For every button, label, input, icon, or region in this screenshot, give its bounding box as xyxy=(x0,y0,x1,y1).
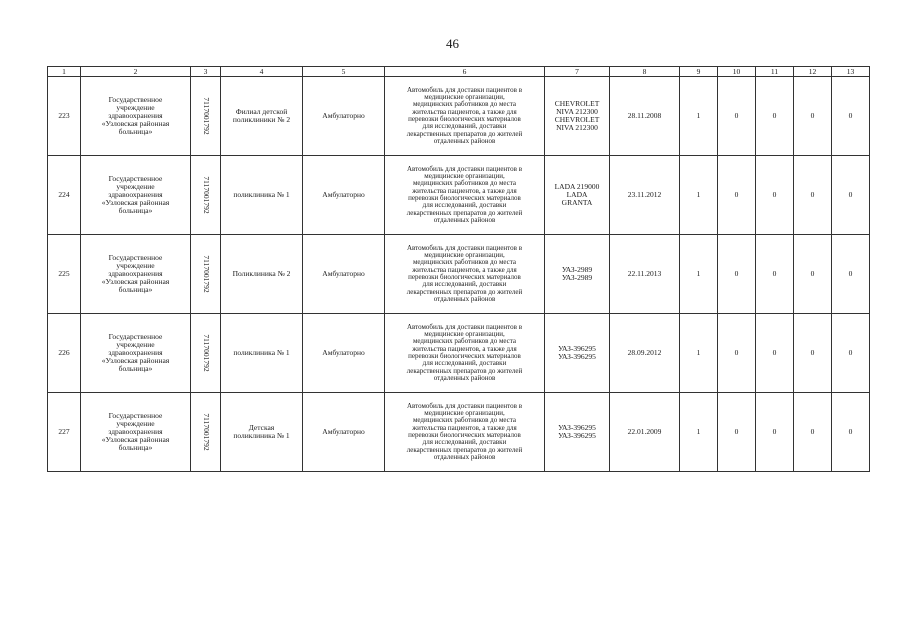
organization-name-line: учреждение xyxy=(116,340,155,350)
row-number: 226 xyxy=(48,314,81,393)
registration-date: 22.01.2009 xyxy=(610,393,680,472)
vehicle-purpose-line: жительства пациентов, а также для xyxy=(412,423,517,432)
care-type: Амбулаторно xyxy=(303,77,385,156)
vehicle-purpose-line: медицинских работников до места xyxy=(412,337,517,346)
organization-name-line: «Узловская районная xyxy=(101,276,170,286)
organization-name-line: учреждение xyxy=(116,103,155,113)
organization-name-line: «Узловская районная xyxy=(101,434,170,444)
organization-name-line: больница» xyxy=(118,126,153,136)
vehicle-purpose-line: Автомобиль для доставки пациентов в xyxy=(406,401,523,410)
inn-cell xyxy=(191,156,221,235)
count-c12: 0 xyxy=(794,393,832,472)
vehicle-model xyxy=(545,77,610,156)
organization-name xyxy=(81,314,191,393)
vehicle-model-line: GRANTA xyxy=(561,197,593,207)
vehicle-purpose-line: лекарственных препаратов до жителей xyxy=(406,208,523,217)
table-row xyxy=(48,156,870,235)
subdivision-name-line: поликлиника № 1 xyxy=(233,190,290,200)
row-number: 227 xyxy=(48,393,81,472)
registration-date: 28.11.2008 xyxy=(610,77,680,156)
care-type: Амбулаторно xyxy=(303,156,385,235)
count-c9: 1 xyxy=(680,314,718,393)
count-c12: 0 xyxy=(794,314,832,393)
organization-name-line: «Узловская районная xyxy=(101,355,170,365)
row-number: 223 xyxy=(48,77,81,156)
organization-name-line: здравоохранения xyxy=(108,427,163,437)
vehicle-purpose-line: перевозки биологических материалов xyxy=(408,352,521,360)
count-c9: 1 xyxy=(680,235,718,314)
vehicle-purpose xyxy=(385,314,545,393)
vehicle-purpose-line: лекарственных препаратов до жителей xyxy=(406,366,523,375)
subdivision-name xyxy=(221,156,303,235)
vehicle-model-line: CHEVROLET xyxy=(554,115,600,124)
table-row xyxy=(48,314,870,393)
organization-name xyxy=(81,393,191,472)
organization-name-line: здравоохранения xyxy=(108,269,163,279)
count-c13: 0 xyxy=(832,314,870,393)
count-c10: 0 xyxy=(718,235,756,314)
count-c9: 1 xyxy=(680,156,718,235)
subdivision-name-line: поликлиника № 1 xyxy=(233,431,290,440)
vehicle-model-line: УАЗ-2989 xyxy=(561,273,593,282)
subdivision-name xyxy=(221,393,303,472)
vehicle-purpose-line: медицинских работников до места xyxy=(412,100,517,109)
organization-name-line: здравоохранения xyxy=(108,190,163,200)
vehicle-purpose-line: Автомобиль для доставки пациентов в xyxy=(406,85,523,94)
vehicle-model-line: LADA 219000 xyxy=(554,182,600,192)
inn-cell xyxy=(191,314,221,393)
vehicle-purpose-line: отдаленных районов xyxy=(433,295,496,304)
organization-name xyxy=(81,77,191,156)
table-row xyxy=(48,235,870,314)
vehicle-model-line: УАЗ-2989 xyxy=(561,265,593,275)
vehicle-purpose xyxy=(385,156,545,235)
count-c13: 0 xyxy=(832,393,870,472)
table-body xyxy=(48,77,870,472)
vehicle-table xyxy=(47,66,870,472)
inn-number: 7117001792 xyxy=(201,255,211,293)
organization-name-line: «Узловская районная xyxy=(101,197,170,207)
vehicle-purpose xyxy=(385,77,545,156)
inn-cell xyxy=(191,235,221,314)
inn-number: 7117001792 xyxy=(201,176,211,214)
organization-name-line: учреждение xyxy=(116,261,155,271)
count-c9: 1 xyxy=(680,77,718,156)
vehicle-purpose-line: перевозки биологических материалов xyxy=(408,194,521,202)
vehicle-purpose-line: жительства пациентов, а также для xyxy=(412,265,517,274)
vehicle-purpose-line: для исследований, доставки xyxy=(422,122,507,131)
vehicle-purpose-line: отдаленных районов xyxy=(433,137,496,146)
vehicle-purpose-line: жительства пациентов, а также для xyxy=(412,107,517,116)
column-header: 2 xyxy=(81,67,191,77)
vehicle-model-line: УАЗ-396295 xyxy=(558,344,596,354)
vehicle-model-line: CHEVROLET xyxy=(554,99,600,109)
vehicle-purpose-line: медицинских работников до места xyxy=(412,179,517,188)
vehicle-purpose-line: перевозки биологических материалов xyxy=(408,273,521,281)
count-c11: 0 xyxy=(756,314,794,393)
count-c10: 0 xyxy=(718,156,756,235)
vehicle-model xyxy=(545,156,610,235)
count-c11: 0 xyxy=(756,235,794,314)
column-header: 9 xyxy=(680,67,718,77)
care-type: Амбулаторно xyxy=(303,314,385,393)
count-c12: 0 xyxy=(794,235,832,314)
registration-date: 23.11.2012 xyxy=(610,156,680,235)
count-c12: 0 xyxy=(794,156,832,235)
count-c11: 0 xyxy=(756,156,794,235)
vehicle-purpose-line: лекарственных препаратов до жителей xyxy=(406,445,523,454)
organization-name-line: здравоохранения xyxy=(108,111,163,121)
count-c9: 1 xyxy=(680,393,718,472)
organization-name-line: больница» xyxy=(118,205,153,215)
count-c11: 0 xyxy=(756,393,794,472)
organization-name-line: больница» xyxy=(118,442,153,452)
inn-number: 7117001792 xyxy=(201,334,211,372)
vehicle-purpose-line: медицинские организации, xyxy=(424,171,505,180)
organization-name-line: здравоохранения xyxy=(108,348,163,358)
vehicle-purpose-line: медицинские организации, xyxy=(424,329,505,338)
inn-cell xyxy=(191,77,221,156)
column-header: 11 xyxy=(756,67,794,77)
column-header: 7 xyxy=(545,67,610,77)
vehicle-purpose-line: медицинские организации, xyxy=(424,250,505,259)
organization-name xyxy=(81,235,191,314)
vehicle-purpose-line: медицинских работников до места xyxy=(412,258,517,267)
column-header: 5 xyxy=(303,67,385,77)
care-type: Амбулаторно xyxy=(303,235,385,314)
vehicle-purpose-line: перевозки биологических материалов xyxy=(408,115,521,123)
row-number: 224 xyxy=(48,156,81,235)
count-c10: 0 xyxy=(718,77,756,156)
row-number: 225 xyxy=(48,235,81,314)
vehicle-model-line: LADA xyxy=(566,190,588,200)
care-type: Амбулаторно xyxy=(303,393,385,472)
vehicle-purpose xyxy=(385,393,545,472)
subdivision-name-line: поликлиника № 1 xyxy=(233,348,290,358)
vehicle-model-line: УАЗ-396295 xyxy=(558,431,596,440)
organization-name-line: больница» xyxy=(118,284,153,294)
vehicle-purpose-line: Автомобиль для доставки пациентов в xyxy=(406,164,523,173)
vehicle-model xyxy=(545,314,610,393)
table-row xyxy=(48,393,870,472)
vehicle-model xyxy=(545,235,610,314)
count-c13: 0 xyxy=(832,156,870,235)
registration-date: 28.09.2012 xyxy=(610,314,680,393)
organization-name-line: учреждение xyxy=(116,419,155,429)
vehicle-purpose-line: Автомобиль для доставки пациентов в xyxy=(406,243,523,252)
vehicle-purpose-line: Автомобиль для доставки пациентов в xyxy=(406,322,523,331)
vehicle-model-line: NIVA 212300 xyxy=(556,107,598,117)
vehicle-purpose xyxy=(385,235,545,314)
vehicle-purpose-line: для исследований, доставки xyxy=(422,201,507,210)
count-c11: 0 xyxy=(756,77,794,156)
subdivision-name-line: поликлиники № 2 xyxy=(232,115,291,124)
organization-name-line: учреждение xyxy=(116,182,155,192)
organization-name-line: больница» xyxy=(118,363,153,373)
subdivision-name xyxy=(221,235,303,314)
subdivision-name-line: Поликлиника № 2 xyxy=(232,269,291,279)
subdivision-name-line: Филиал детской xyxy=(235,107,288,117)
column-header: 8 xyxy=(610,67,680,77)
organization-name-line: Государственное xyxy=(108,174,163,184)
vehicle-purpose-line: жительства пациентов, а также для xyxy=(412,344,517,353)
column-header: 3 xyxy=(191,67,221,77)
inn-number: 7117001792 xyxy=(201,97,211,135)
vehicle-purpose-line: медицинские организации, xyxy=(424,408,505,417)
column-header: 12 xyxy=(794,67,832,77)
vehicle-purpose-line: медицинские организации, xyxy=(424,92,505,101)
vehicle-purpose-line: отдаленных районов xyxy=(433,453,496,462)
inn-cell xyxy=(191,393,221,472)
subdivision-name xyxy=(221,77,303,156)
subdivision-name-line: Детская xyxy=(248,423,275,433)
column-header: 6 xyxy=(385,67,545,77)
vehicle-purpose-line: для исследований, доставки xyxy=(422,438,507,447)
column-header: 13 xyxy=(832,67,870,77)
vehicle-purpose-line: отдаленных районов xyxy=(433,216,496,225)
count-c10: 0 xyxy=(718,393,756,472)
column-header: 10 xyxy=(718,67,756,77)
count-c13: 0 xyxy=(832,235,870,314)
vehicle-purpose-line: жительства пациентов, а также для xyxy=(412,186,517,195)
column-header: 1 xyxy=(48,67,81,77)
vehicle-purpose-line: лекарственных препаратов до жителей xyxy=(406,287,523,296)
organization-name-line: Государственное xyxy=(108,411,163,421)
organization-name-line: Государственное xyxy=(108,253,163,263)
vehicle-purpose-line: лекарственных препаратов до жителей xyxy=(406,129,523,138)
vehicle-model xyxy=(545,393,610,472)
vehicle-model-line: УАЗ-396295 xyxy=(558,423,596,433)
vehicle-purpose-line: отдаленных районов xyxy=(433,374,496,383)
vehicle-purpose-line: медицинских работников до места xyxy=(412,416,517,425)
count-c12: 0 xyxy=(794,77,832,156)
count-c13: 0 xyxy=(832,77,870,156)
organization-name-line: Государственное xyxy=(108,332,163,342)
inn-number: 7117001792 xyxy=(201,413,211,451)
count-c10: 0 xyxy=(718,314,756,393)
subdivision-name xyxy=(221,314,303,393)
vehicle-purpose-line: перевозки биологических материалов xyxy=(408,431,521,439)
column-number-row xyxy=(48,67,870,77)
organization-name-line: Государственное xyxy=(108,95,163,105)
organization-name xyxy=(81,156,191,235)
organization-name-line: «Узловская районная xyxy=(101,118,170,128)
vehicle-model-line: NIVA 212300 xyxy=(556,122,598,132)
registration-date: 22.11.2013 xyxy=(610,235,680,314)
page-number: 46 xyxy=(446,36,459,51)
vehicle-purpose-line: для исследований, доставки xyxy=(422,359,507,368)
vehicle-purpose-line: для исследований, доставки xyxy=(422,280,507,289)
column-header: 4 xyxy=(221,67,303,77)
table-row xyxy=(48,77,870,156)
vehicle-model-line: УАЗ-396295 xyxy=(558,352,596,361)
